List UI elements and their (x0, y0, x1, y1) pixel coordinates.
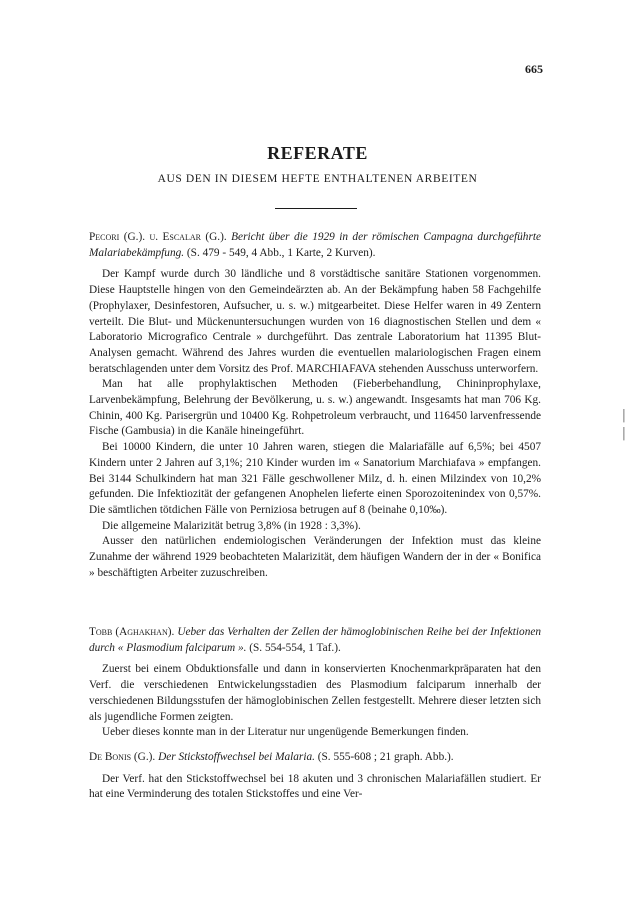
review-entry-pecori (89, 230, 541, 581)
entry-paragraph: Zuerst bei einem Obduktionsfalle und dann in konservierten Knochenmarkpräparaten hat den Verf. die verschiedenen Entwickelungsstadien des Plasmodium falciparum innerhalb der verschiedenen Bildungsstufen der hämoglobinischen Zellen festgestellt. Mehrere dieser letzten sich als jugendliche Formen zeigten. (89, 663, 541, 723)
review-entry-tobb (89, 625, 541, 741)
entry-paragraph: Der Verf. hat den Stickstoffwechsel bei 18 akuten und 3 chronischen Malariafällen studiert. Er hat eine Verminderung des totalen Stickstoffes und eine Ver- (89, 772, 541, 801)
entry-paragraph: Ueber dieses konnte man in der Literatur nur ungenügende Bemerkungen finden. (102, 726, 469, 739)
entry-title: Bericht über die 1929 in der römischen Campagna durchgeführte Malariabekämpfung. (89, 231, 541, 259)
entry-authors: Pecori (G.). u. Escalar (G.). (89, 231, 227, 243)
margin-mark: │ (620, 410, 628, 422)
entry-reference: (S. 554-554, 1 Taf.). (249, 641, 341, 654)
entry-header (89, 230, 541, 261)
entry-title: Ueber das Verhalten der Zellen der hämoglobinischen Reihe bei der Infektionen durch « Plasmodium falciparum ». (89, 626, 542, 654)
entry-reference: (S. 479 - 549, 4 Abb., 1 Karte, 2 Kurven). (186, 246, 376, 259)
entry-authors: Tobb (Aghakhan). (89, 626, 175, 638)
entry-header (89, 625, 541, 656)
entry-reference: (S. 555-608 ; 21 graph. Abb.). (317, 751, 454, 763)
page-subtitle: AUS DEN IN DIESEM HEFTE ENTHALTENEN ARBEITEN (157, 173, 478, 185)
page-number: 665 (525, 62, 543, 76)
entry-paragraph: Bei 10000 Kindern, die unter 10 Jahren waren, stiegen die Malariafälle auf 6,5%; bei 4507 Kindern unter 2 Jahren auf 3,1%; 210 Kinder wurden im « Sanatorium Marchiafava » empfangen. Bei 3144 Schulkindern hat man 321 Fälle geschwollener Milz, d. h. einen Milzindex von 10,2% gefunden. Die Infektiozität der gefangenen Anophelen lieferte einen Sporozoitenindex von 0,57%. Die sämtlichen tötdichen Fälle von Perniziosa betrugen auf 8 (beinahe 0,10‰). (89, 441, 541, 516)
entry-paragraph: Die allgemeine Malarizität betrug 3,8% (in 1928 : 3,3%). (102, 519, 361, 532)
entry-paragraph: Man hat alle prophylaktischen Methoden (Fieberbehandlung, Chininprophylaxe, Larvenbekämpfung, Belehrung der Bevölkerung, u. s. w.) angewandt. Insgesamts hat man 706 Kg. Chinin, 400 Kg. Parisergrün und 10400 Kg. Rohpetroleum verbraucht, und 116450 larvenfressende Fische (Gambusia) in die Kanäle hineingeführt. (89, 378, 541, 438)
entry-title: Der Stickstoffwechsel bei Malaria. (158, 751, 315, 763)
margin-mark: │ (620, 428, 628, 440)
page-title: REFERATE (267, 143, 368, 163)
title-divider (275, 208, 357, 209)
entry-authors: De Bonis (G.). (89, 751, 156, 763)
entry-paragraph: Der Kampf wurde durch 30 ländliche und 8 vorstädtische sanitäre Stationen vorgenommen. Diese Hauptstelle hingen von den Gemeindeärzten ab. An der Bekämpfung haben 58 Fachgehilfe (Prophylaxer, Desinfestoren, Aufsucher, u. s. w.) mitgearbeitet. Diese Helfer waren in 49 Zentern verteilt. Die Blut- und Mückenuntersuchungen wurden von 16 diagnostischen Stellen und dem « Laboratorio Micrografico Centrale » durchgeführt. Das zentrale Laboratorium hat 11395 Blut-Analysen gemacht. Während des Jahres wurden die eventuellen malariologischen Fragen einem beratschlagenden unter dem Vorsitz des Prof. MARCHIAFAVA stehenden Ausschuss unterworfern. (89, 268, 541, 375)
review-entry-debonis (89, 750, 541, 803)
entry-paragraph: Ausser den natürlichen endemiologischen Veränderungen der Infektion must das kleine Zunahme der während 1929 beobachteten Malarizität, dem häufigen Wandern der in der « Bonifica » beschäftigten Arbeiter zuzuschreiben. (89, 535, 541, 579)
entry-header (89, 750, 541, 766)
